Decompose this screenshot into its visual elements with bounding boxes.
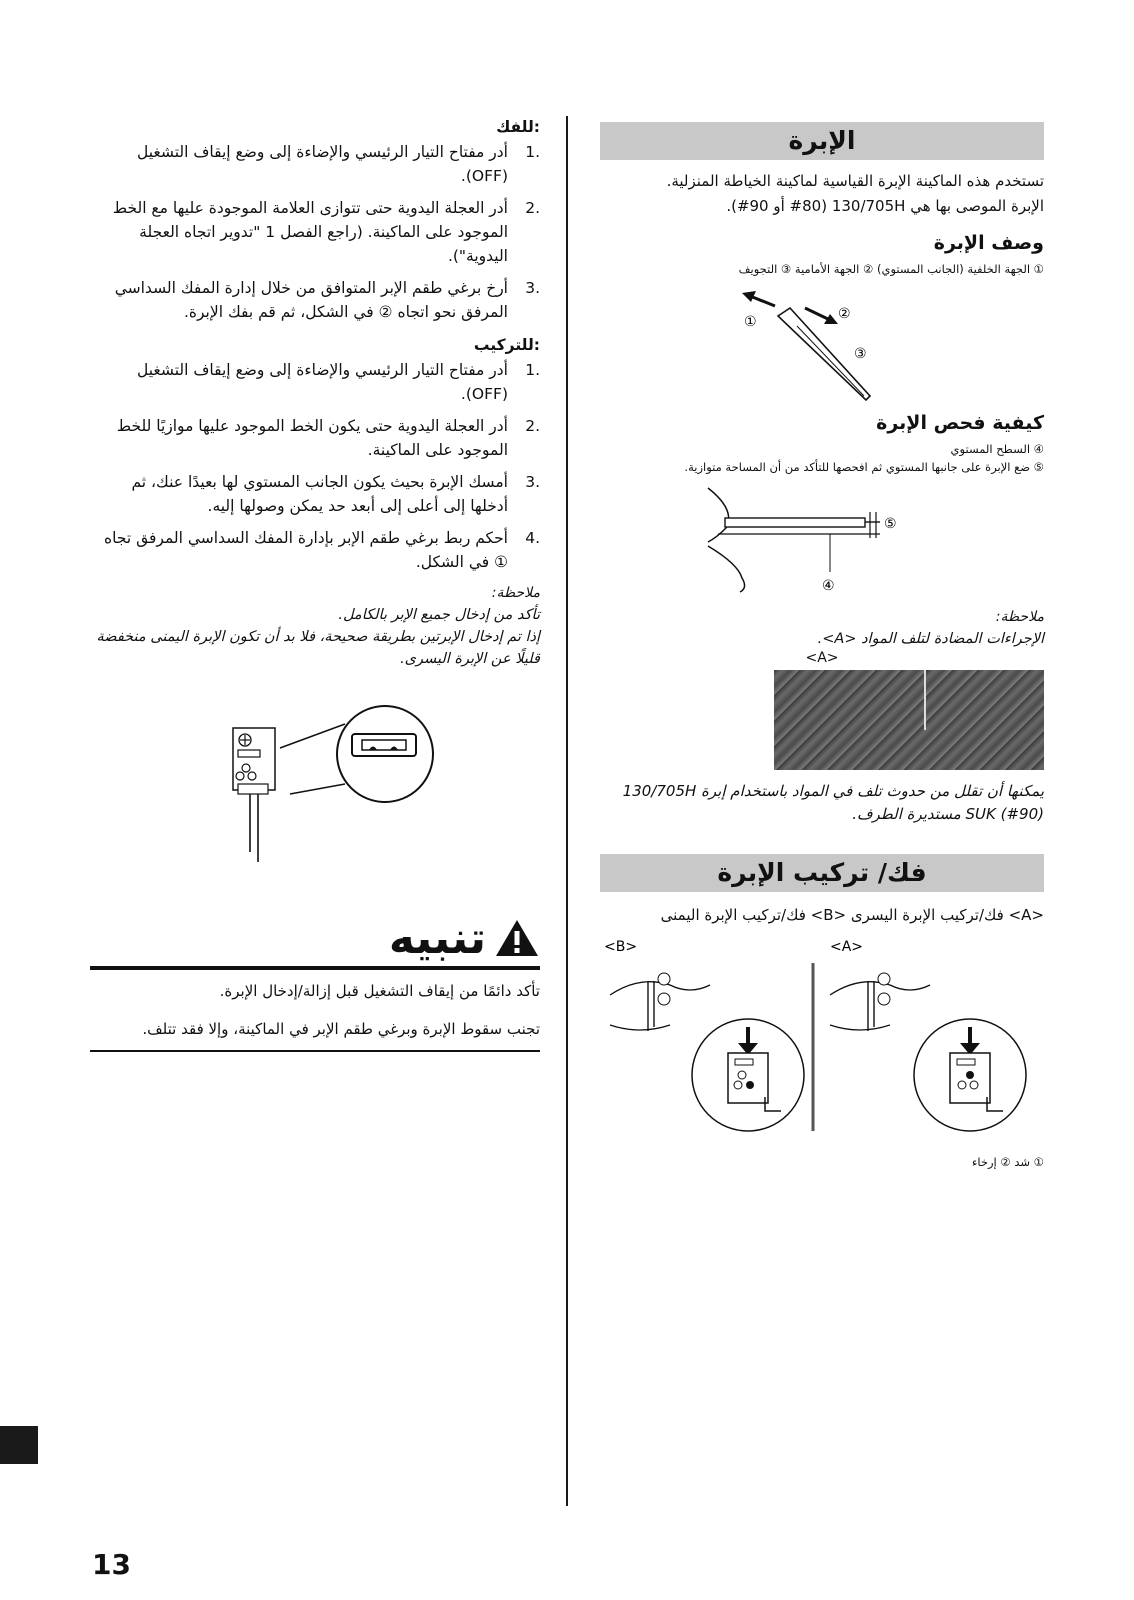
callout-5: ⑤ [884,516,897,532]
list-item: .1 أدر مفتاح التيار الرئيسي والإضاءة إلى وضع إيقاف التشغيل (OFF). [136,361,540,403]
needle-intro-1: تستخدم هذه الماكينة الإبرة القياسية لماكينة الخياطة المنزلية. [666,172,1044,190]
note-label: ملاحظة: [491,585,540,601]
warning-title: تنبيه [90,910,540,966]
callout-4: ④ [822,578,835,594]
needle-check-title: كيفية فحص الإبرة [876,412,1044,434]
figure-b-label: <B> [604,939,638,955]
list-item: .2 أدر العجلة اليدوية حتى يكون الخط الموجود عليها موازيًا للخط الموجود على الماكينة. [116,417,540,459]
warning-text-1: تأكد دائمًا من إيقاف التشغيل قبل إزالة/إدخال الإبرة. [219,982,540,1000]
needle-clamp-illustration [90,684,540,884]
right-note-text: الإجراءات المضادة لتلف المواد <A>. [817,631,1044,647]
check-item-5: ⑤ ضع الإبرة على جانبها المستوي ثم افحصها للتأكد من أن المساحة متوازية. [684,460,1044,474]
warning-rule [90,966,540,970]
warning-bottom-rule [90,1050,540,1052]
fabric-damage-photo [774,670,1044,770]
warning-icon [494,918,540,958]
list-item: .3 أمسك الإبرة بحيث يكون الجانب المستوي لها بعيدًا عنك، ثم أدخلها إلى أعلى إلى أبعد حد يمكن وصولها إليه. [131,473,540,515]
needle-description-title: وصف الإبرة [933,232,1044,254]
page-number: 13 [92,1548,131,1581]
attach-title: :للتركيب [473,336,540,354]
remove-steps [90,140,540,324]
right-note-label: ملاحظة: [995,609,1044,625]
callout-1: ① [744,314,757,330]
list-item: .2 أدر العجلة اليدوية حتى تتوازى العلامة الموجودة عليها مع الخط الموجود على الماكينة. (راجع الفصل 1 "تدوير اتجاه العجلة اليدوية"). [112,199,540,265]
list-item: .1 أدر مفتاح التيار الرئيسي والإضاءة إلى وضع إيقاف التشغيل (OFF). [136,143,540,185]
attach-steps [90,358,540,574]
photo-caption: يمكنها أن تقلل من حدوث تلف في المواد باستخدام إبرة 130/705H SUK (‎#90) مستديرة الطرف. [622,782,1044,823]
callout-3: ③ [854,346,867,362]
warning-block [90,910,540,1052]
needle-description-items: ① الجهة الخلفية (الجانب المستوي) ② الجهة الأمامية ③ التجويف [738,262,1044,276]
remove-title: :للفك [496,118,540,136]
note-line-1: تأكد من إدخال جميع الإبر بالكامل. [338,607,540,623]
needle-check-illustration [600,476,1044,596]
callout-2: ② [838,306,851,322]
warning-text-2: تجنب سقوط الإبرة وبرغي طقم الإبر في الماكينة، وإلا فقد تتلف. [142,1020,540,1038]
needle-intro-2: الإبرة الموصى بها هي 130/705H (‎#80 أو ‎#90). [726,197,1044,215]
photo-label: <A> [805,650,839,666]
column-divider [566,116,568,1506]
note-line-2: إذا تم إدخال الإبرتين بطريقة صحيحة، فلا بد أن تكون الإبرة اليمنى منخفضة قليلًا عن الإبرة اليسرى. [96,629,540,667]
list-item: .3 أرخ برغي طقم الإبر المتوافق من خلال إدارة المفك السداسي المرفق نحو اتجاه ② في الشكل، ثم قم بفك الإبرة. [114,279,540,321]
chapter-tab [0,1426,38,1464]
change-needle-intro: <A> فك/تركيب الإبرة اليسرى <B> فك/تركيب الإبرة اليمنى [660,906,1044,924]
needle-parts-illustration [600,278,1044,408]
list-item: .4 أحكم ربط برغي طقم الإبر بإدارة المفك السداسي المرفق تجاه ① في الشكل. [103,529,540,571]
check-item-4: ④ السطح المستوي [950,442,1044,456]
change-needle-heading: فك/ تركيب الإبرة [600,854,1044,892]
change-needle-illustrations [600,935,1044,1145]
figure-a-label: <A> [830,939,864,955]
tighten-loosen-legend: ① شد ② إرخاء [971,1155,1044,1169]
needle-heading: الإبرة [600,122,1044,160]
left-column [90,118,540,884]
right-column [600,122,1044,1171]
